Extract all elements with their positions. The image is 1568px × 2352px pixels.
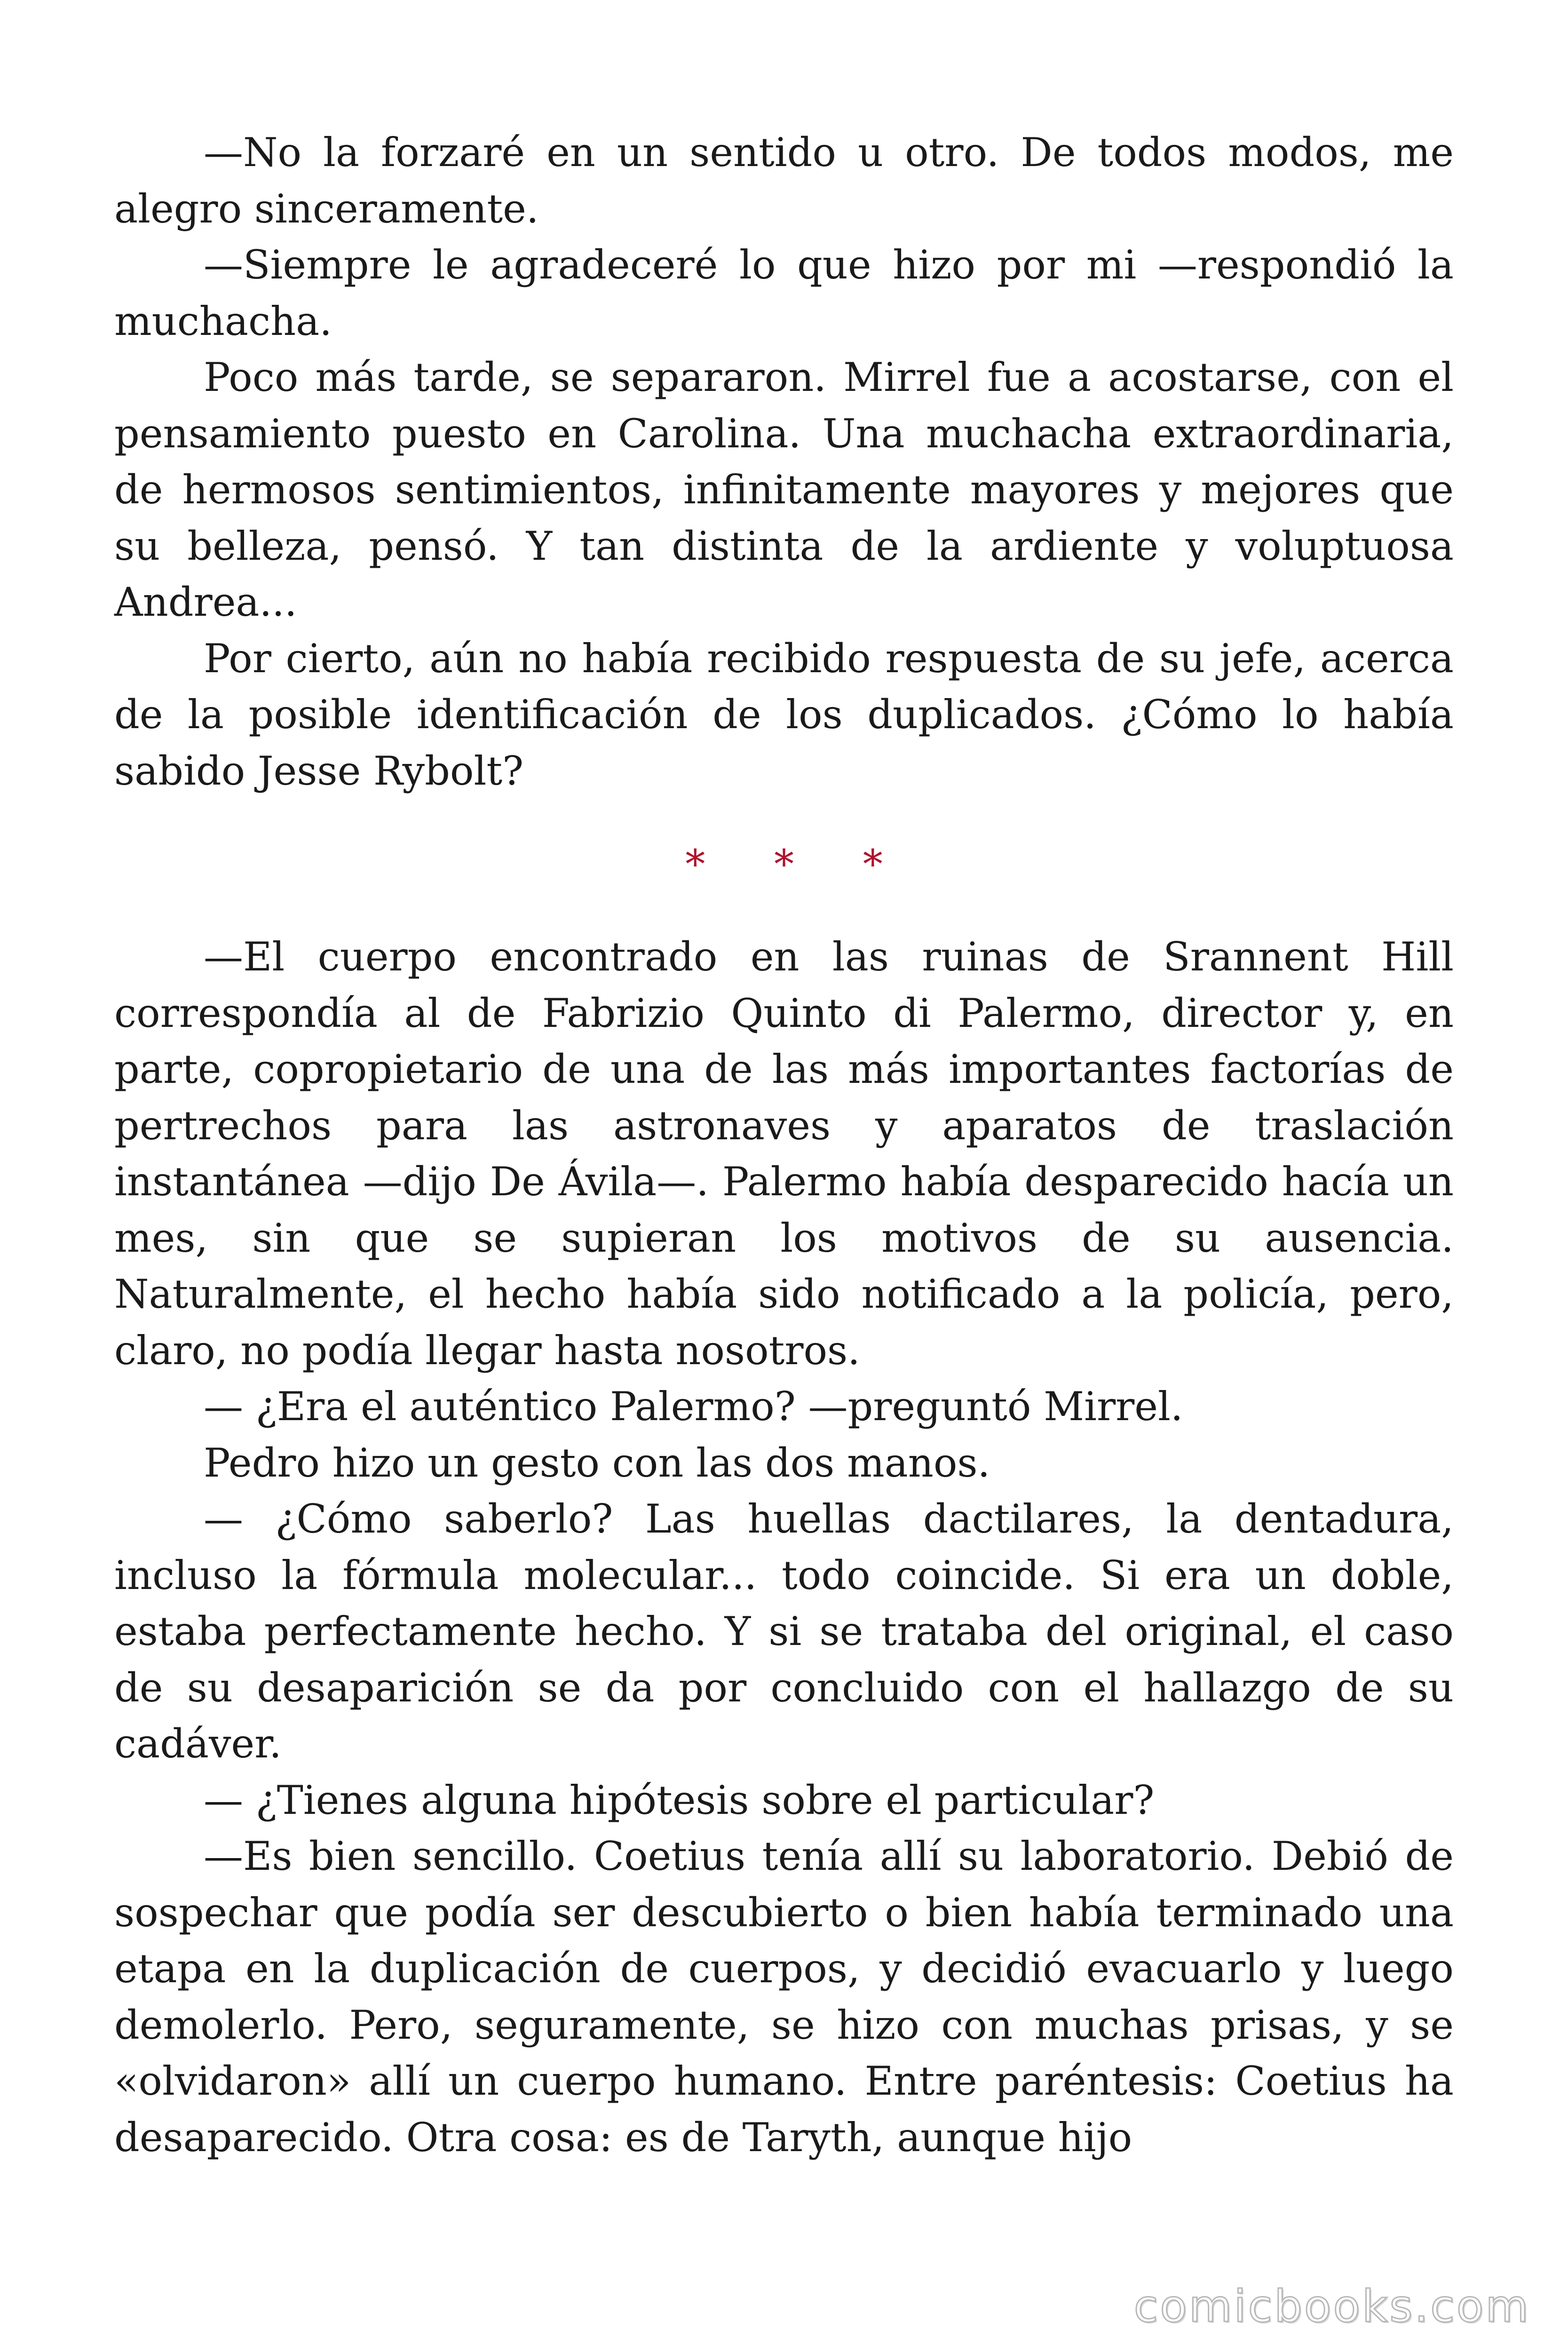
- paragraph: Por cierto, aún no había recibido respuesta de su jefe, acerca de la posible identificación de los duplicados. ¿Cómo lo había sabido Jesse Rybolt?: [114, 635, 1454, 794]
- paragraph: —Siempre le agradeceré lo que hizo por mi —respondió la muchacha.: [114, 242, 1454, 344]
- paragraph: — ¿Cómo saberlo? Las huellas dactilares, la dentadura, incluso la fórmula molecular... todo coincide. Si era un doble, estaba perfectamente hecho. Y si se trataba del original, el caso de su desaparición se da por concluido con el hallazgo de su cadáver.: [114, 1496, 1454, 1767]
- paragraph: —No la forzaré en un sentido u otro. De todos modos, me alegro sinceramente.: [114, 129, 1454, 232]
- paragraph: Poco más tarde, se separaron. Mirrel fue a acostarse, con el pensamiento puesto en Carolina. Una muchacha extraordinaria, de hermosos sentimientos, infinitamente mayores y mejores que su belleza, pensó. Y tan distinta de la ardiente y voluptuosa Andrea...: [114, 354, 1454, 625]
- paragraph: —El cuerpo encontrado en las ruinas de Srannent Hill correspondía al de Fabrizio Quinto di Palermo, director y, en parte, copropietario de una de las más importantes factorías de pertrechos para las astronaves y aparatos de traslación instantánea —dijo De Ávila—. Palermo había desparecido hacía un mes, sin que se supieran los motivos de su ausencia. Naturalmente, el hecho había sido notificado a la policía, pero, claro, no podía llegar hasta nosotros.: [114, 934, 1454, 1374]
- paragraph: —Es bien sencillo. Coetius tenía allí su laboratorio. Debió de sospechar que podía ser descubierto o bien había terminado una etapa en la duplicación de cuerpos, y decidió evacuarlo y luego demolerlo. Pero, seguramente, se hizo con muchas prisas, y se «olvidaron» allí un cuerpo humano. Entre paréntesis: Coetius ha desaparecido. Otra cosa: es de Taryth, aunque hijo: [114, 1833, 1454, 2161]
- paragraph: — ¿Tienes alguna hipótesis sobre el particular?: [204, 1777, 1155, 1823]
- page-text: [114, 125, 1454, 2166]
- watermark: comicbooks.com: [1133, 2281, 1530, 2332]
- paragraph: — ¿Era el auténtico Palermo? —preguntó Mirrel.: [204, 1383, 1183, 1430]
- paragraph: Pedro hizo un gesto con las dos manos.: [204, 1439, 990, 1486]
- section-separator: * * *: [685, 841, 911, 887]
